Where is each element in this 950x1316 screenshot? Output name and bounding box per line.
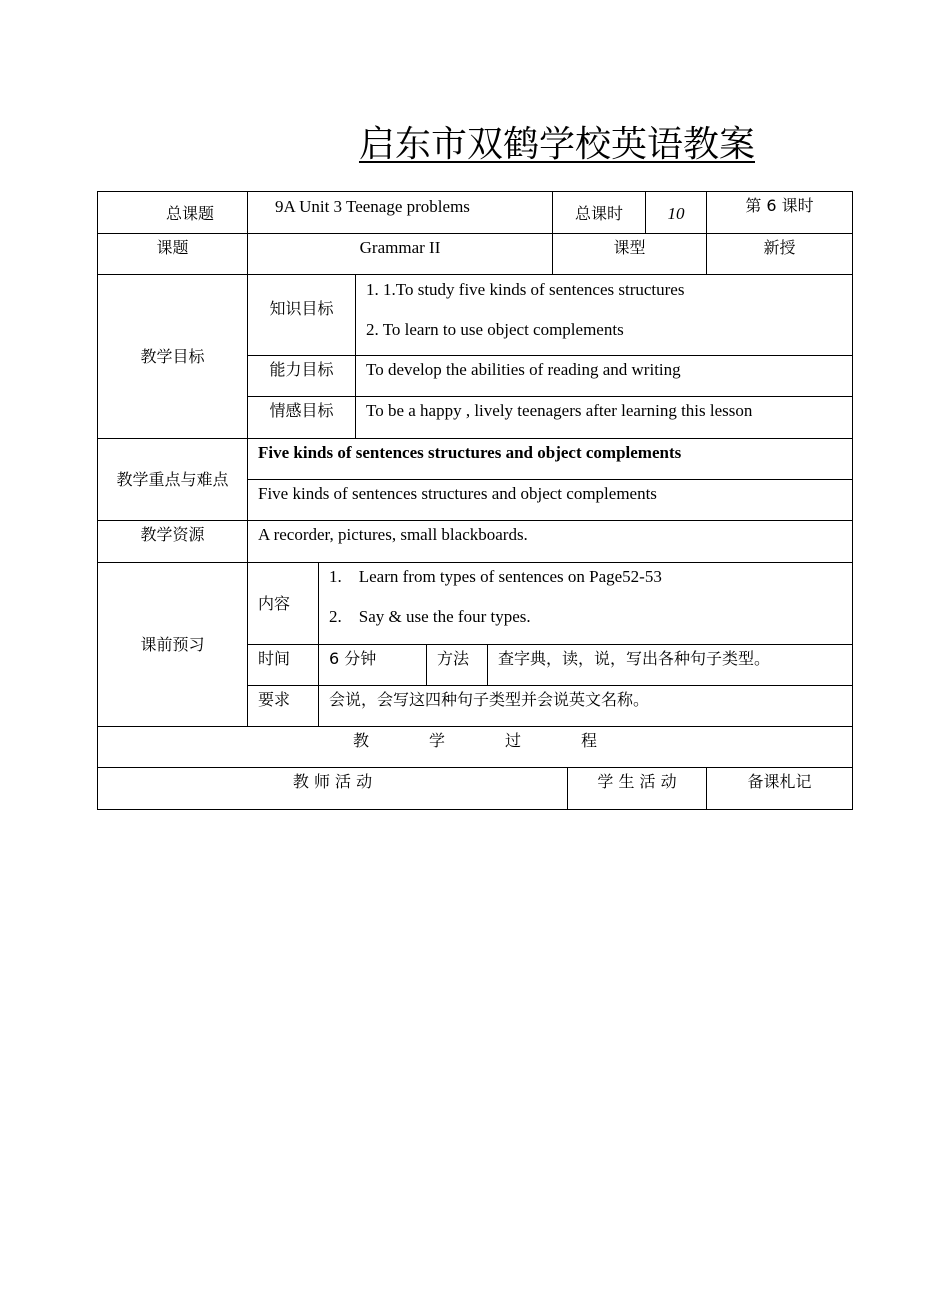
total-topic-value: 9A Unit 3 Teenage problems bbox=[247, 191, 553, 234]
ability-label: 能力目标 bbox=[247, 355, 356, 397]
emotion-value: To be a happy , lively teenagers after learning this lesson bbox=[355, 396, 853, 439]
total-hours-value: 10 bbox=[645, 191, 707, 234]
process-heading bbox=[97, 726, 853, 768]
method-value: 查字典，读，说，写出各种句子类型。 bbox=[487, 644, 853, 686]
time-value: 6 分钟 bbox=[318, 644, 427, 686]
emotion-label: 情感目标 bbox=[247, 396, 356, 439]
knowledge-item: 1. 1.To study five kinds of sentences structures bbox=[366, 280, 685, 299]
lesson-notes-header: 备课札记 bbox=[706, 767, 853, 810]
resources-value: A recorder, pictures, small blackboards. bbox=[247, 520, 853, 563]
content-item: 2. Say & use the four types. bbox=[329, 607, 531, 626]
topic-value: Grammar II bbox=[247, 233, 553, 275]
process-heading-char: 教 bbox=[352, 731, 369, 750]
student-activity-header: 学 生 活 动 bbox=[567, 767, 707, 810]
knowledge-items bbox=[355, 274, 853, 356]
total-topic-label: 总课题 bbox=[97, 191, 248, 234]
topic-label: 课题 bbox=[97, 233, 248, 275]
resources-label: 教学资源 bbox=[97, 520, 248, 563]
method-label: 方法 bbox=[426, 644, 488, 686]
content-item: 1. Learn from types of sentences on Page52-53 bbox=[329, 567, 662, 586]
total-hours-label: 总课时 bbox=[552, 191, 646, 234]
content-label: 内容 bbox=[247, 562, 319, 645]
key-points-difficult: Five kinds of sentences structures and object complements bbox=[247, 479, 853, 521]
process-heading-char: 程 bbox=[580, 731, 597, 750]
type-label: 课型 bbox=[552, 233, 707, 275]
time-label: 时间 bbox=[247, 644, 319, 686]
requirement-value: 会说，会写这四种句子类型并会说英文名称。 bbox=[318, 685, 853, 727]
key-points-label: 教学重点与难点 bbox=[97, 438, 248, 521]
knowledge-label: 知识目标 bbox=[247, 274, 356, 356]
lesson-number: 第 6 课时 bbox=[706, 191, 853, 234]
process-heading-char: 学 bbox=[428, 731, 445, 750]
ability-value: To develop the abilities of reading and writing bbox=[355, 355, 853, 397]
preview-label: 课前预习 bbox=[97, 562, 248, 727]
key-points-key: Five kinds of sentences structures and object complements bbox=[247, 438, 853, 480]
type-value: 新授 bbox=[706, 233, 853, 275]
objectives-label: 教学目标 bbox=[97, 274, 248, 439]
knowledge-item: 2. To learn to use object complements bbox=[366, 320, 624, 339]
requirement-label: 要求 bbox=[247, 685, 319, 727]
process-heading-char: 过 bbox=[504, 731, 521, 750]
teacher-activity-header: 教 师 活 动 bbox=[97, 767, 568, 810]
lesson-plan-table bbox=[97, 191, 853, 810]
content-items bbox=[318, 562, 853, 645]
document-title: 启东市双鹤学校英语教案 bbox=[358, 124, 755, 165]
